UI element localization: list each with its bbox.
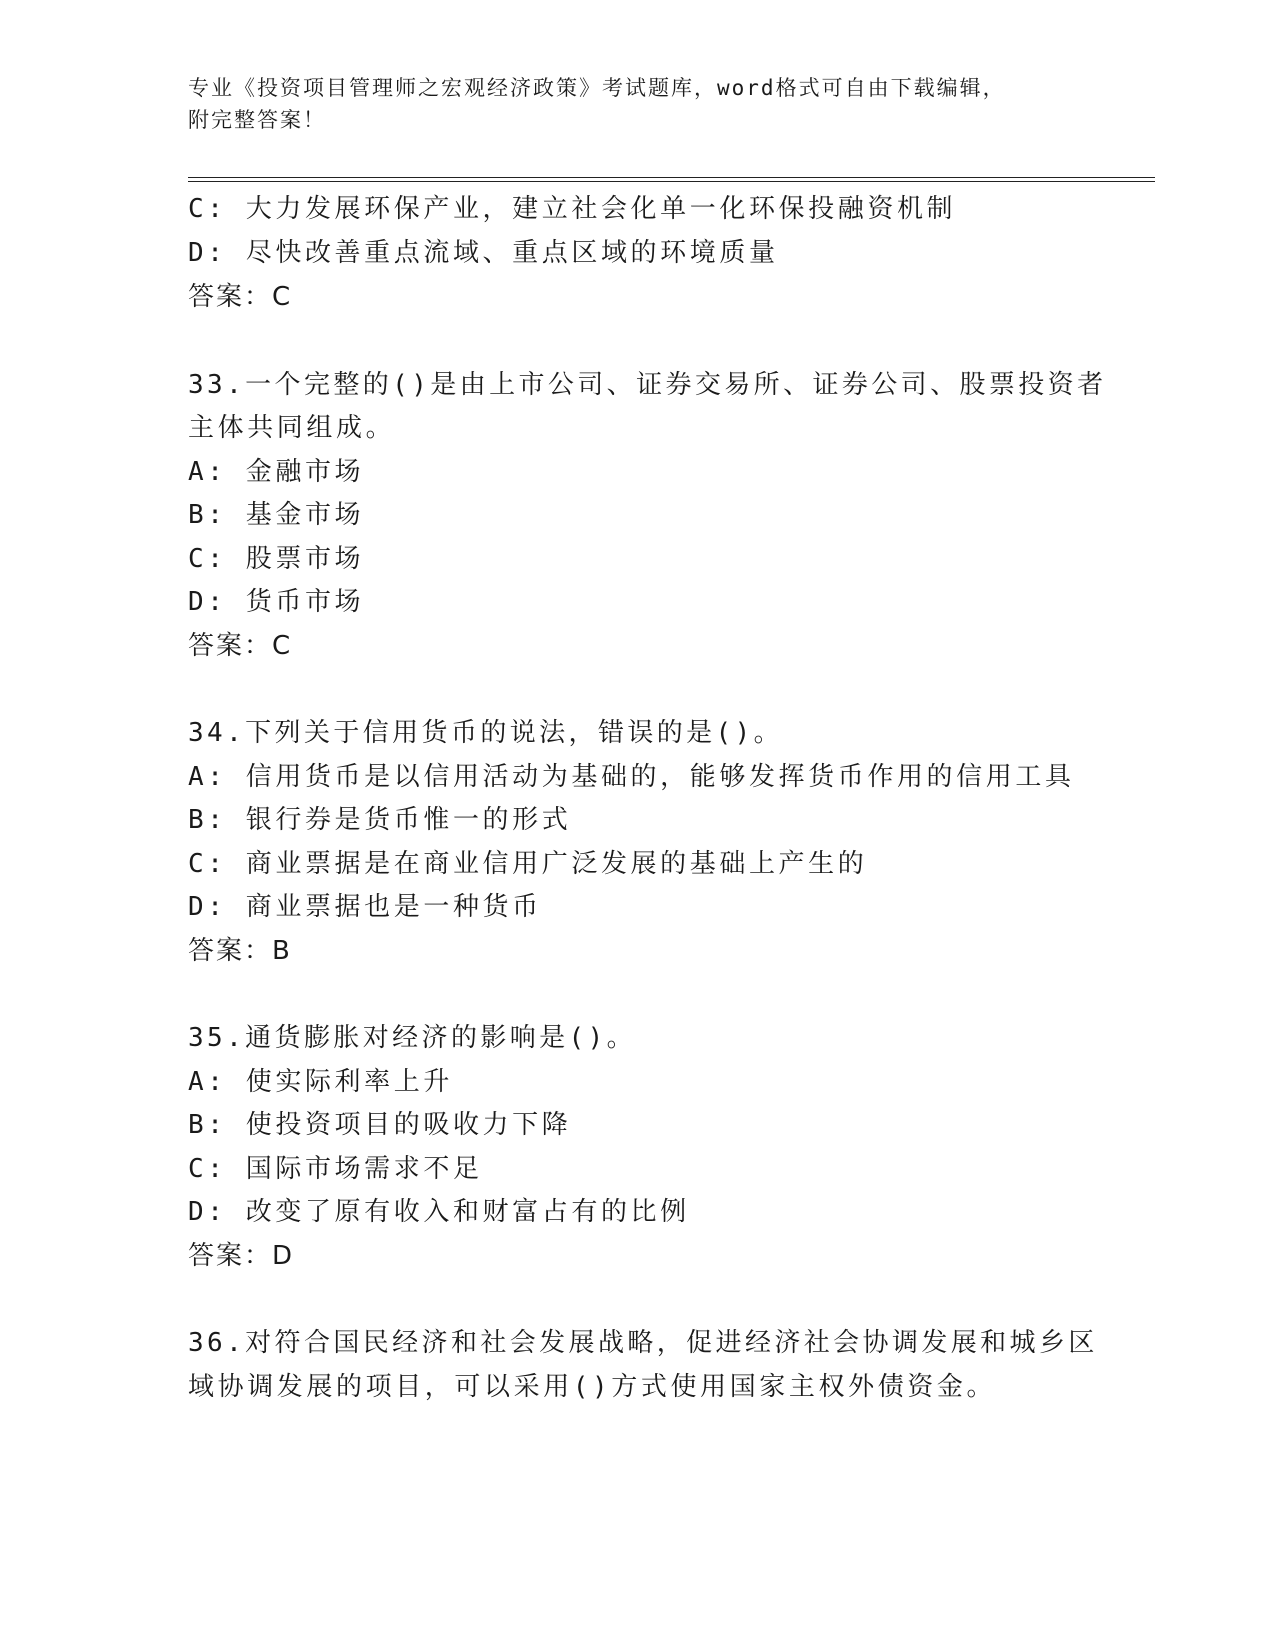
q34-option-d: D: 商业票据也是一种货币 [188, 892, 542, 922]
q36-stem-line-2: 域协调发展的项目，可以采用()方式使用国家主权外债资金。 [188, 1372, 997, 1402]
q33-stem-line-2: 主体共同组成。 [188, 413, 396, 443]
q36-stem-line-1: 36.对符合国民经济和社会发展战略，促进经济社会协调发展和城乡区 [188, 1328, 1098, 1358]
q34-answer: 答案：B [188, 936, 292, 966]
header-title-line-1: 专业《投资项目管理师之宏观经济政策》考试题库，word格式可自由下载编辑， [188, 76, 1006, 100]
q33-option-a: A: 金融市场 [188, 457, 365, 487]
q35-option-c: C: 国际市场需求不足 [188, 1154, 483, 1184]
header-divider-bottom [188, 181, 1155, 182]
q35-option-a: A: 使实际利率上升 [188, 1067, 453, 1097]
header-divider-top [188, 177, 1155, 178]
q33-stem-line-1: 33.一个完整的()是由上市公司、证券交易所、证券公司、股票投资者 [188, 370, 1107, 400]
q34-option-b: B: 银行券是货币惟一的形式 [188, 805, 572, 835]
q34-stem-line-1: 34.下列关于信用货币的说法，错误的是()。 [188, 718, 784, 748]
header-title-line-2: 附完整答案！ [188, 108, 326, 132]
q33-option-d: D: 货币市场 [188, 587, 365, 617]
q33-option-b: B: 基金市场 [188, 500, 365, 530]
q32-option-d: D: 尽快改善重点流域、重点区域的环境质量 [188, 238, 779, 268]
document-header [188, 72, 1068, 136]
q33-answer: 答案：C [188, 631, 293, 661]
q35-answer: 答案：D [188, 1241, 295, 1271]
q35-option-d: D: 改变了原有收入和财富占有的比例 [188, 1197, 690, 1227]
q34-option-c: C: 商业票据是在商业信用广泛发展的基础上产生的 [188, 849, 868, 879]
q35-option-b: B: 使投资项目的吸收力下降 [188, 1110, 572, 1140]
q33-option-c: C: 股票市场 [188, 544, 365, 574]
q35-stem-line-1: 35.通货膨胀对经济的影响是()。 [188, 1023, 637, 1053]
q32-answer: 答案：C [188, 282, 293, 312]
q34-option-a: A: 信用货币是以信用活动为基础的，能够发挥货币作用的信用工具 [188, 762, 1075, 792]
q32-option-c: C: 大力发展环保产业，建立社会化单一化环保投融资机制 [188, 194, 957, 224]
